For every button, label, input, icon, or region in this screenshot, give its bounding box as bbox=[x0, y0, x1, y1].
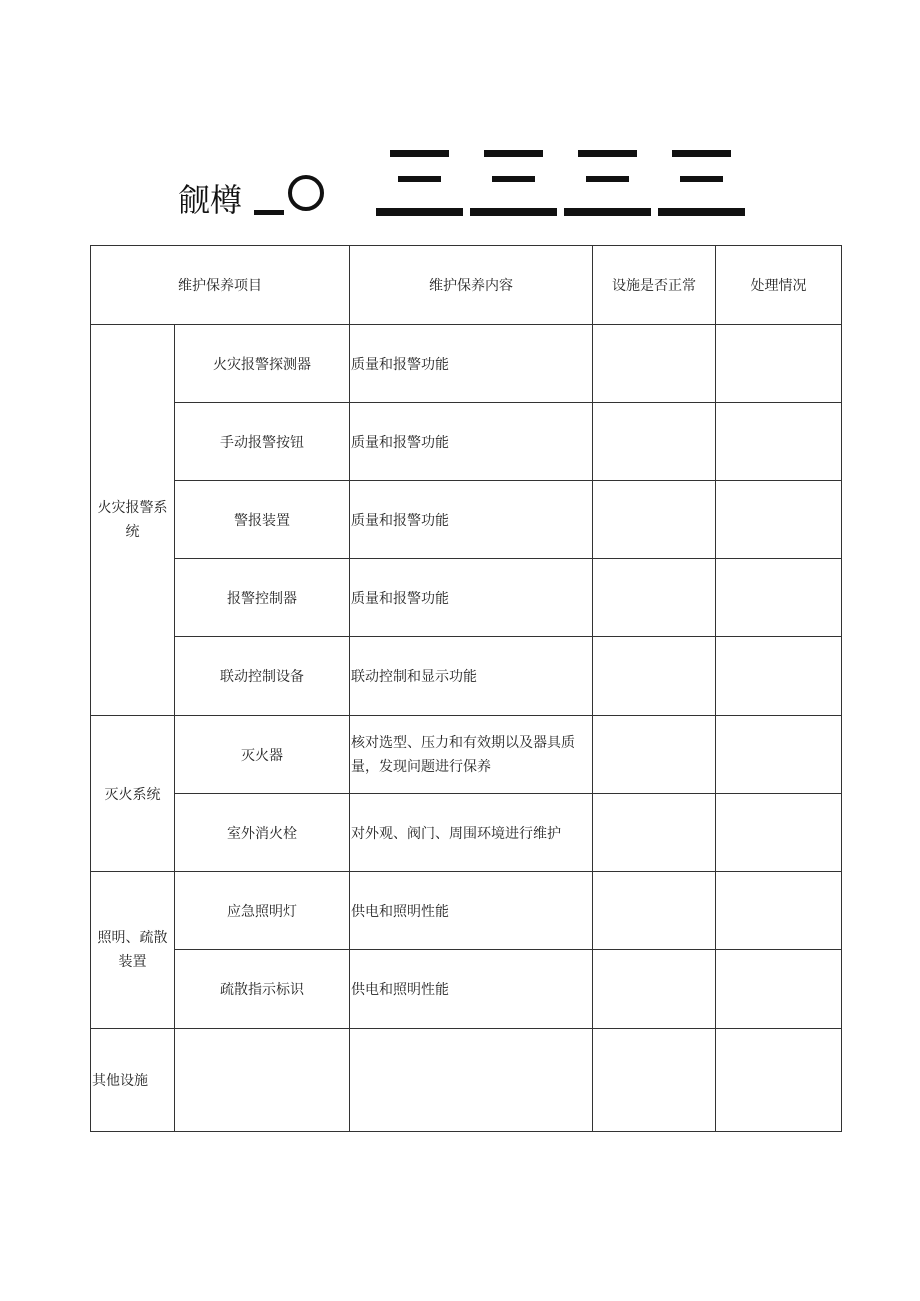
title-glyph-mark bbox=[658, 148, 744, 218]
group-name: 照明、疏散装置 bbox=[91, 872, 175, 1029]
table-row bbox=[91, 872, 842, 950]
header-content: 维护保养内容 bbox=[350, 246, 593, 325]
item-name-cell[interactable] bbox=[175, 1029, 350, 1132]
table-row bbox=[91, 1029, 842, 1132]
table-row bbox=[91, 794, 842, 872]
table-row bbox=[91, 637, 842, 716]
handling-cell[interactable] bbox=[716, 794, 842, 872]
title-text: 觎樽 bbox=[178, 181, 243, 219]
item-name: 警报装置 bbox=[175, 481, 350, 559]
item-name: 室外消火栓 bbox=[175, 794, 350, 872]
handling-cell[interactable] bbox=[716, 559, 842, 637]
group-name: 其他设施 bbox=[91, 1029, 175, 1132]
item-content: 质量和报警功能 bbox=[350, 559, 593, 637]
normal-cell[interactable] bbox=[593, 872, 716, 950]
table-row bbox=[91, 481, 842, 559]
item-name: 联动控制设备 bbox=[175, 637, 350, 716]
normal-cell[interactable] bbox=[593, 794, 716, 872]
normal-cell[interactable] bbox=[593, 950, 716, 1029]
normal-cell[interactable] bbox=[593, 716, 716, 794]
item-content: 质量和报警功能 bbox=[350, 481, 593, 559]
item-name: 应急照明灯 bbox=[175, 872, 350, 950]
item-content: 供电和照明性能 bbox=[350, 872, 593, 950]
normal-cell[interactable] bbox=[593, 325, 716, 403]
header-item: 维护保养项目 bbox=[91, 246, 350, 325]
normal-cell[interactable] bbox=[593, 1029, 716, 1132]
normal-cell[interactable] bbox=[593, 403, 716, 481]
title-circle-mark bbox=[288, 175, 324, 211]
item-name: 手动报警按钮 bbox=[175, 403, 350, 481]
group-name: 灭火系统 bbox=[91, 716, 175, 872]
item-name: 报警控制器 bbox=[175, 559, 350, 637]
table-row bbox=[91, 950, 842, 1029]
normal-cell[interactable] bbox=[593, 481, 716, 559]
group-name: 火灾报警系统 bbox=[91, 325, 175, 716]
title-dash-mark bbox=[254, 210, 284, 215]
item-name: 灭火器 bbox=[175, 716, 350, 794]
item-name: 火灾报警探测器 bbox=[175, 325, 350, 403]
document-title bbox=[178, 140, 758, 230]
title-glyph-mark bbox=[564, 148, 650, 218]
handling-cell[interactable] bbox=[716, 716, 842, 794]
table-row bbox=[91, 559, 842, 637]
handling-cell[interactable] bbox=[716, 1029, 842, 1132]
handling-cell[interactable] bbox=[716, 403, 842, 481]
title-glyph-mark bbox=[376, 148, 462, 218]
handling-cell[interactable] bbox=[716, 481, 842, 559]
handling-cell[interactable] bbox=[716, 872, 842, 950]
item-name: 疏散指示标识 bbox=[175, 950, 350, 1029]
handling-cell[interactable] bbox=[716, 325, 842, 403]
title-glyph-mark bbox=[470, 148, 556, 218]
maintenance-table bbox=[90, 245, 842, 1132]
table-row bbox=[91, 325, 842, 403]
normal-cell[interactable] bbox=[593, 637, 716, 716]
table-row bbox=[91, 716, 842, 794]
item-content: 联动控制和显示功能 bbox=[350, 637, 593, 716]
item-content-cell[interactable] bbox=[350, 1029, 593, 1132]
item-content: 供电和照明性能 bbox=[350, 950, 593, 1029]
table-row bbox=[91, 403, 842, 481]
normal-cell[interactable] bbox=[593, 559, 716, 637]
item-content: 质量和报警功能 bbox=[350, 403, 593, 481]
header-normal: 设施是否正常 bbox=[593, 246, 716, 325]
header-handling: 处理情况 bbox=[716, 246, 842, 325]
item-content: 质量和报警功能 bbox=[350, 325, 593, 403]
item-content: 对外观、阀门、周围环境进行维护 bbox=[350, 794, 593, 872]
handling-cell[interactable] bbox=[716, 637, 842, 716]
header-row bbox=[91, 246, 842, 325]
item-content: 核对选型、压力和有效期以及器具质量，发现问题进行保养 bbox=[350, 716, 593, 794]
handling-cell[interactable] bbox=[716, 950, 842, 1029]
